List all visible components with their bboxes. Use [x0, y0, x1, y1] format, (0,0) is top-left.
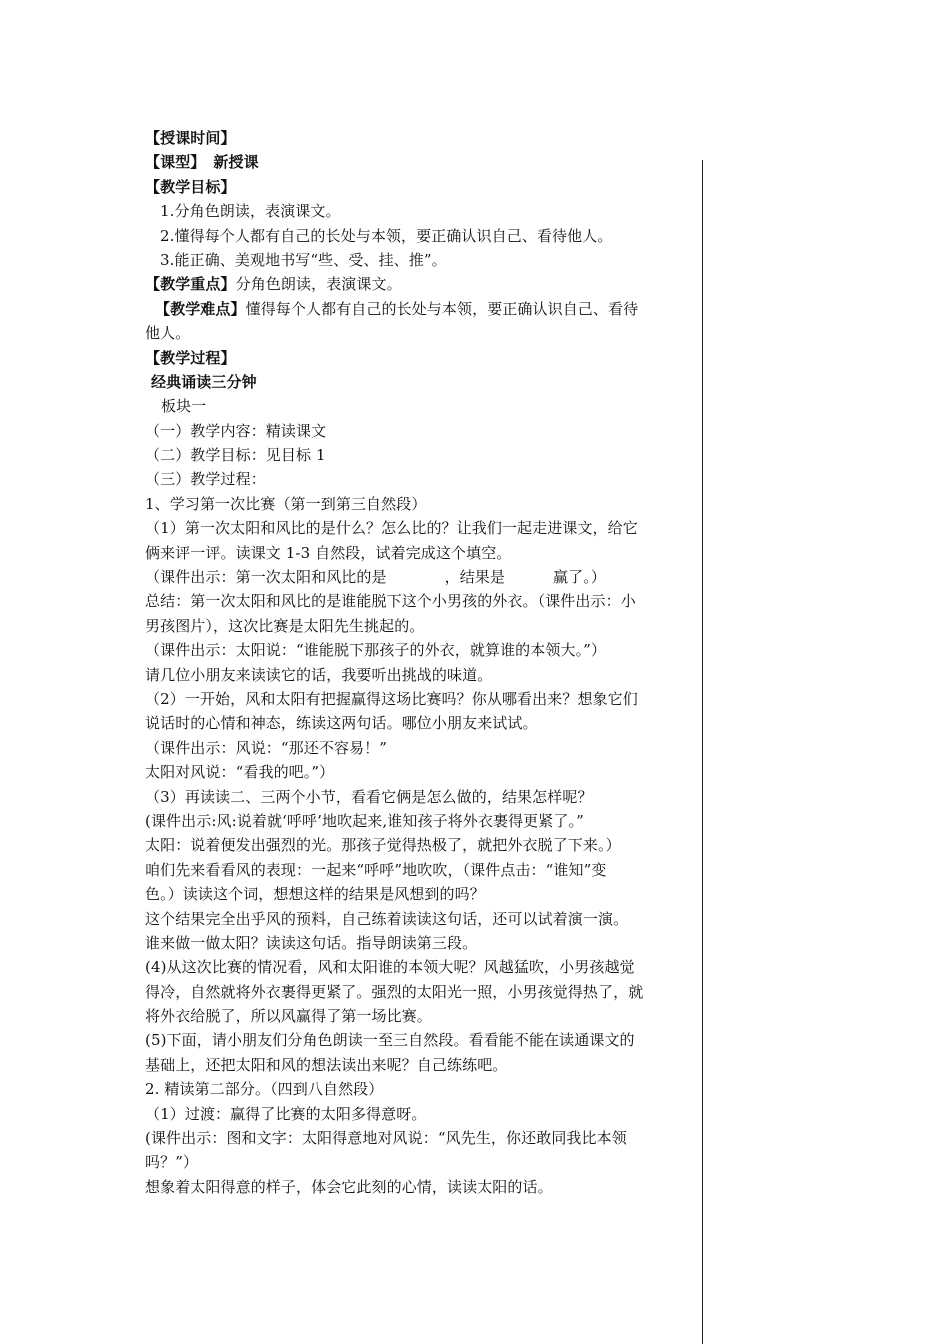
paragraph-line: 咱们先来看看风的表现：一起来“呼呼”地吹吹，（课件点击：“谁知”变 — [145, 860, 607, 879]
lesson-plan-content — [145, 126, 690, 1199]
paragraph-line: 太阳对风说：“看我的吧。”） — [145, 763, 335, 782]
fill-in-blank-line — [145, 565, 690, 589]
blank-prompt-part-1: （课件出示：第一次太阳和风比的是 — [145, 568, 387, 587]
paragraph-line: （2）一开始，风和太阳有把握赢得这场比赛吗？你从哪看出来？想象它们 — [145, 689, 638, 708]
lesson-type-label: 【课型】 — [145, 153, 206, 172]
teaching-focus-value: 分角色朗读，表演课文。 — [235, 275, 402, 294]
lesson-type-line — [145, 150, 690, 174]
paragraph-line: 想象着太阳得意的样子，体会它此刻的心情，读读太阳的话。 — [145, 1177, 553, 1196]
paragraph-line: 请几位小朋友来读读它的话，我要听出挑战的味道。 — [145, 665, 493, 684]
paragraph-line: 基础上，还把太阳和风的想法读出来呢？自己练练吧。 — [145, 1055, 508, 1074]
teaching-difficulty-continued: 他人。 — [145, 324, 191, 343]
goal-item-1: 1.分角色朗读，表演课文。 — [160, 202, 341, 221]
goal-item-3: 3.能正确、美观地书写“些、受、挂、推”。 — [160, 250, 447, 269]
blank-prompt-part-3: 赢了。） — [553, 568, 606, 587]
paragraph-line: 太阳：说着便发出强烈的光。那孩子觉得热极了，就把外衣脱了下来。） — [145, 836, 621, 855]
paragraph-line: (4)从这次比赛的情况看，风和太阳谁的本领大呢？风越猛吹，小男孩越觉 — [145, 958, 635, 977]
paragraph-line: (课件出示：图和文字：太阳得意地对风说：“风先生，你还敢同我比本领 — [145, 1129, 627, 1148]
teaching-process-heading: 【教学过程】 — [145, 348, 236, 367]
teaching-focus-line — [145, 272, 690, 296]
paragraph-line: 这个结果完全出乎风的预料，自己练着读读这句话，还可以试着演一演。 — [145, 909, 629, 928]
teaching-content-line: （一）教学内容：精读课文 — [145, 421, 327, 440]
classic-recitation-heading: 经典诵读三分钟 — [151, 372, 257, 391]
teaching-focus-label: 【教学重点】 — [145, 275, 236, 294]
lesson-type-value: 新授课 — [213, 153, 259, 172]
teaching-process-line: （三）教学过程： — [145, 470, 266, 489]
margin-divider-line — [702, 160, 703, 1344]
teaching-target-line: （二）教学目标：见目标 1 — [145, 446, 326, 465]
paragraph-line: （1）过渡：赢得了比赛的太阳多得意呀。 — [145, 1104, 427, 1123]
paragraph-line: 说话时的心情和神态，练读这两句话。哪位小朋友来试试。 — [145, 714, 538, 733]
teaching-difficulty-value: 懂得每个人都有自己的长处与本领，要正确认识自己、看待 — [245, 299, 639, 318]
blank-prompt-part-2: ，结果是 — [444, 568, 506, 587]
paragraph-line: （1）第一次太阳和风比的是什么？怎么比的？让我们一起走进课文，给它 — [145, 519, 638, 538]
paragraph-line: 总结：第一次太阳和风比的是谁能脱下这个小男孩的外衣。（课件出示：小 — [145, 592, 636, 611]
paragraph-line: （3）再读读二、三两个小节，看看它俩是怎么做的，结果怎样呢？ — [145, 787, 593, 806]
paragraph-line: (5)下面，请小朋友们分角色朗读一至三自然段。看看能不能在读通课文的 — [145, 1031, 635, 1050]
paragraph-line: 1、学习第一次比赛（第一到第三自然段） — [145, 494, 427, 513]
teaching-difficulty-line — [145, 297, 690, 321]
paragraph-line: 色。）读读这个词，想想这样的结果是风想到的吗？ — [145, 885, 485, 904]
paragraph-line: 男孩图片），这次比赛是太阳先生挑起的。 — [145, 616, 425, 635]
paragraph-line: （课件出示：风说：“那还不容易！” — [145, 738, 388, 757]
teaching-difficulty-label: 【教学难点】 — [155, 299, 246, 318]
block-one-heading: 板块一 — [161, 397, 207, 416]
paragraph-line: (课件出示:风:说着就‘呼呼’地吹起来,谁知孩子将外衣裹得更紧了。” — [145, 811, 584, 830]
paragraph-line: 谁来做一做太阳？读读这句话。指导朗读第三段。 — [145, 933, 478, 952]
teaching-time-heading: 【授课时间】 — [145, 129, 236, 147]
paragraph-line: 将外衣给脱了，所以风赢得了第一场比赛。 — [145, 1007, 432, 1026]
goal-item-2: 2.懂得每个人都有自己的长处与本领，要正确认识自己、看待他人。 — [160, 226, 613, 245]
paragraph-line: 2. 精读第二部分。（四到八自然段） — [145, 1080, 384, 1099]
paragraph-line: 吗？”） — [145, 1153, 199, 1172]
paragraph-line: 俩来评一评。读课文 1-3 自然段，试着完成这个填空。 — [145, 543, 512, 562]
paragraph-line: 得冷，自然就将外衣裹得更紧了。强烈的太阳光一照，小男孩觉得热了，就 — [145, 982, 644, 1001]
paragraph-line: （课件出示：太阳说：“谁能脱下那孩子的外衣，就算谁的本领大。”） — [145, 641, 607, 660]
teaching-goals-heading: 【教学目标】 — [145, 177, 236, 196]
